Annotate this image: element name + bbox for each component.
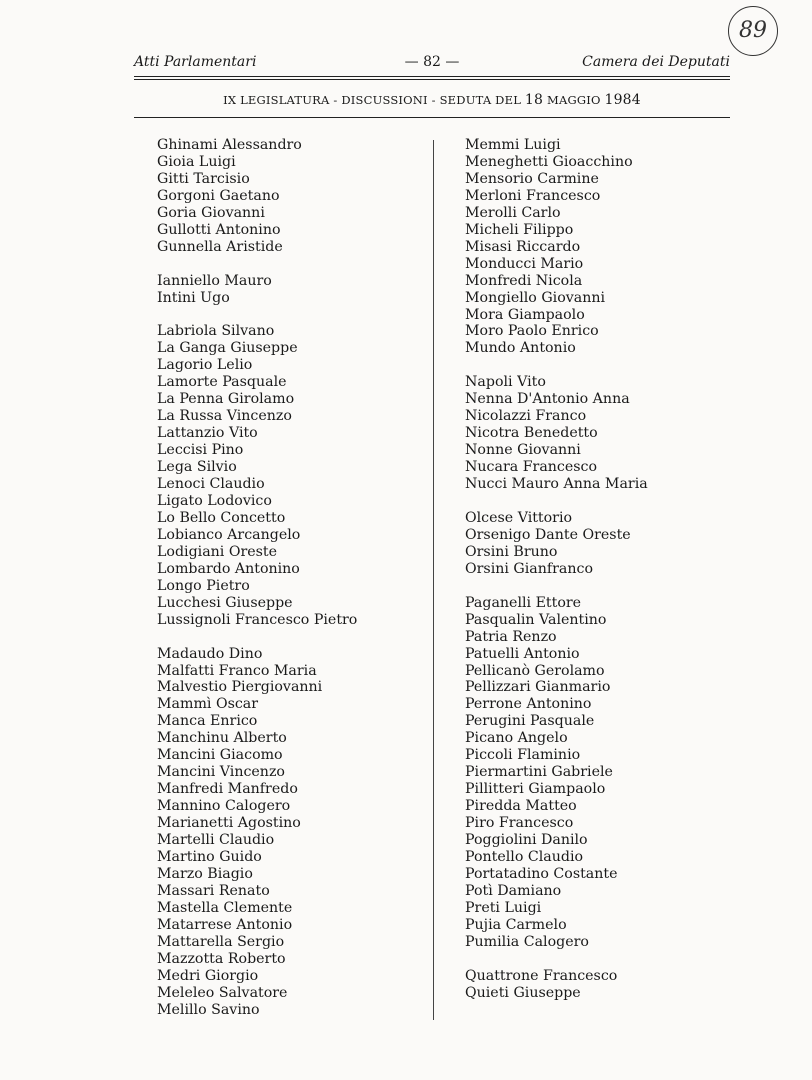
page-header — [134, 54, 730, 74]
deputy-name: Piccoli Flaminio — [465, 747, 581, 764]
deputy-name: Mastella Clemente — [157, 899, 293, 916]
deputy-name: Gullotti Antonino — [157, 221, 281, 238]
deputy-name: Moro Paolo Enrico — [465, 323, 599, 340]
deputy-name: Lenoci Claudio — [157, 476, 265, 493]
deputy-name: Lo Bello Concetto — [157, 509, 286, 526]
deputy-name: Perrone Antonino — [465, 696, 592, 713]
name-group — [465, 374, 725, 493]
deputy-name: Lodigiani Oreste — [157, 543, 278, 560]
deputy-name: Matarrese Antonio — [157, 916, 293, 933]
deputy-name: Martelli Claudio — [157, 832, 275, 849]
deputy-name: Portatadino Costante — [465, 865, 618, 882]
deputy-name: Poggiolini Danilo — [465, 832, 588, 849]
deputy-name: Pellizzari Gianmario — [465, 679, 611, 696]
deputy-name: Pontello Claudio — [465, 848, 584, 865]
deputy-name: Nicotra Benedetto — [465, 425, 598, 442]
deputy-name: Lamorte Pasquale — [157, 374, 287, 391]
deputy-name: Patuelli Antonio — [465, 645, 580, 662]
deputy-name: Manchinu Alberto — [157, 730, 287, 747]
deputy-name: Merloni Francesco — [465, 187, 601, 204]
session-prefix: IX LEGISLATURA - DISCUSSIONI - SEDUTA DEL — [223, 93, 525, 107]
deputy-name: Nucara Francesco — [465, 459, 598, 476]
deputy-name: Madaudo Dino — [157, 645, 263, 662]
deputy-name: Pasqualin Valentino — [465, 611, 607, 628]
deputy-name: Nenna D'Antonio Anna — [465, 391, 630, 408]
deputy-name: Picano Angelo — [465, 730, 568, 747]
name-group — [157, 646, 429, 1019]
session-subheader — [134, 92, 730, 108]
deputy-name: Mattarella Sergio — [157, 933, 285, 950]
deputy-name: Mannino Calogero — [157, 798, 291, 815]
session-year: 1984 — [604, 92, 641, 108]
deputy-name: Mundo Antonio — [465, 340, 576, 357]
deputy-name: Meleleo Salvatore — [157, 984, 288, 1001]
name-group — [157, 273, 429, 307]
deputy-name: Patria Renzo — [465, 628, 557, 645]
deputy-name: Ianniello Mauro — [157, 272, 272, 289]
deputy-name: Nucci Mauro Anna Maria — [465, 476, 648, 493]
deputy-name: Pillitteri Giampaolo — [465, 781, 606, 798]
deputy-name: Lagorio Lelio — [157, 357, 253, 374]
deputy-name: Mensorio Carmine — [465, 170, 599, 187]
deputy-name: La Penna Girolamo — [157, 391, 295, 408]
publication-title: Atti Parlamentari — [134, 54, 257, 70]
deputy-name: Leccisi Pino — [157, 442, 244, 459]
deputy-name: Orsini Gianfranco — [465, 560, 593, 577]
deputy-name: Paganelli Ettore — [465, 594, 582, 611]
deputy-name: Massari Renato — [157, 882, 270, 899]
chamber-name: Camera dei Deputati — [582, 54, 730, 70]
deputy-name: Melillo Savino — [157, 1001, 260, 1018]
deputy-name: Ligato Lodovico — [157, 492, 272, 509]
deputy-name: Nonne Giovanni — [465, 442, 581, 459]
deputy-name: Lobianco Arcangelo — [157, 526, 301, 543]
deputy-name: Olcese Vittorio — [465, 509, 573, 526]
column-divider — [433, 140, 434, 1020]
deputy-name: Lega Silvio — [157, 459, 237, 476]
deputy-name: Napoli Vito — [465, 374, 546, 391]
deputy-name: Piermartini Gabriele — [465, 764, 613, 781]
deputy-name: Lussignoli Francesco Pietro — [157, 611, 358, 628]
deputy-name: Preti Luigi — [465, 899, 542, 916]
deputy-name: Manfredi Manfredo — [157, 781, 298, 798]
header-rule-top — [134, 76, 730, 77]
deputy-name: Gioia Luigi — [157, 153, 236, 170]
deputy-name: Longo Pietro — [157, 577, 250, 594]
deputy-name: Martino Guido — [157, 848, 262, 865]
deputy-name: Piro Francesco — [465, 815, 574, 832]
name-group — [157, 137, 429, 256]
deputy-name: Goria Giovanni — [157, 204, 265, 221]
name-group — [157, 323, 429, 628]
deputy-name: Monfredi Nicola — [465, 272, 583, 289]
right-name-column — [465, 137, 725, 1002]
handwritten-page-stamp: 89 — [728, 6, 778, 56]
name-group — [465, 510, 725, 578]
deputy-name: Lattanzio Vito — [157, 425, 258, 442]
deputy-name: Malfatti Franco Maria — [157, 662, 317, 679]
deputy-name: La Ganga Giuseppe — [157, 340, 298, 357]
deputy-name: Lucchesi Giuseppe — [157, 594, 293, 611]
header-rule-bottom — [134, 79, 730, 80]
deputy-name: Pujia Carmelo — [465, 916, 567, 933]
deputy-name: Meneghetti Gioacchino — [465, 153, 633, 170]
session-month: MAGGIO — [543, 93, 605, 107]
deputy-name: Pellicanò Gerolamo — [465, 662, 605, 679]
session-day: 18 — [524, 92, 544, 108]
deputy-name: Micheli Filippo — [465, 221, 574, 238]
name-group — [465, 968, 725, 1002]
deputy-name: Intini Ugo — [157, 289, 230, 306]
deputy-name: Piredda Matteo — [465, 798, 577, 815]
deputy-name: Marianetti Agostino — [157, 815, 301, 832]
deputy-name: Labriola Silvano — [157, 323, 275, 340]
deputy-name: Mancini Giacomo — [157, 747, 283, 764]
deputy-name: Mammì Oscar — [157, 696, 259, 713]
name-group — [465, 137, 725, 357]
deputy-name: Malvestio Piergiovanni — [157, 679, 323, 696]
deputy-name: Gunnella Aristide — [157, 238, 283, 255]
deputy-name: Medri Giorgio — [157, 967, 259, 984]
deputy-name: Gorgoni Gaetano — [157, 187, 280, 204]
left-name-column — [157, 137, 429, 1019]
deputy-name: Potì Damiano — [465, 882, 562, 899]
deputy-name: Gitti Tarcisio — [157, 170, 250, 187]
deputy-name: Orsenigo Dante Oreste — [465, 526, 631, 543]
deputy-name: Manca Enrico — [157, 713, 258, 730]
deputy-name: La Russa Vincenzo — [157, 408, 292, 425]
deputy-name: Marzo Biagio — [157, 865, 253, 882]
deputy-name: Mancini Vincenzo — [157, 764, 285, 781]
deputy-name: Memmi Luigi — [465, 137, 561, 153]
deputy-name: Ghinami Alessandro — [157, 137, 302, 153]
deputy-name: Mazzotta Roberto — [157, 950, 286, 967]
subheader-rule — [134, 117, 730, 118]
deputy-name: Quieti Giuseppe — [465, 984, 581, 1001]
deputy-name: Orsini Bruno — [465, 543, 558, 560]
deputy-name: Pumilia Calogero — [465, 933, 589, 950]
deputy-name: Perugini Pasquale — [465, 713, 595, 730]
deputy-name: Misasi Riccardo — [465, 238, 581, 255]
deputy-name: Mongiello Giovanni — [465, 289, 606, 306]
page-number: — 82 — — [404, 54, 460, 70]
deputy-name: Quattrone Francesco — [465, 967, 618, 984]
deputy-name: Merolli Carlo — [465, 204, 561, 221]
name-group — [465, 595, 725, 951]
deputy-name: Monducci Mario — [465, 255, 584, 272]
deputy-name: Lombardo Antonino — [157, 560, 300, 577]
deputy-name: Nicolazzi Franco — [465, 408, 587, 425]
deputy-name: Mora Giampaolo — [465, 306, 585, 323]
